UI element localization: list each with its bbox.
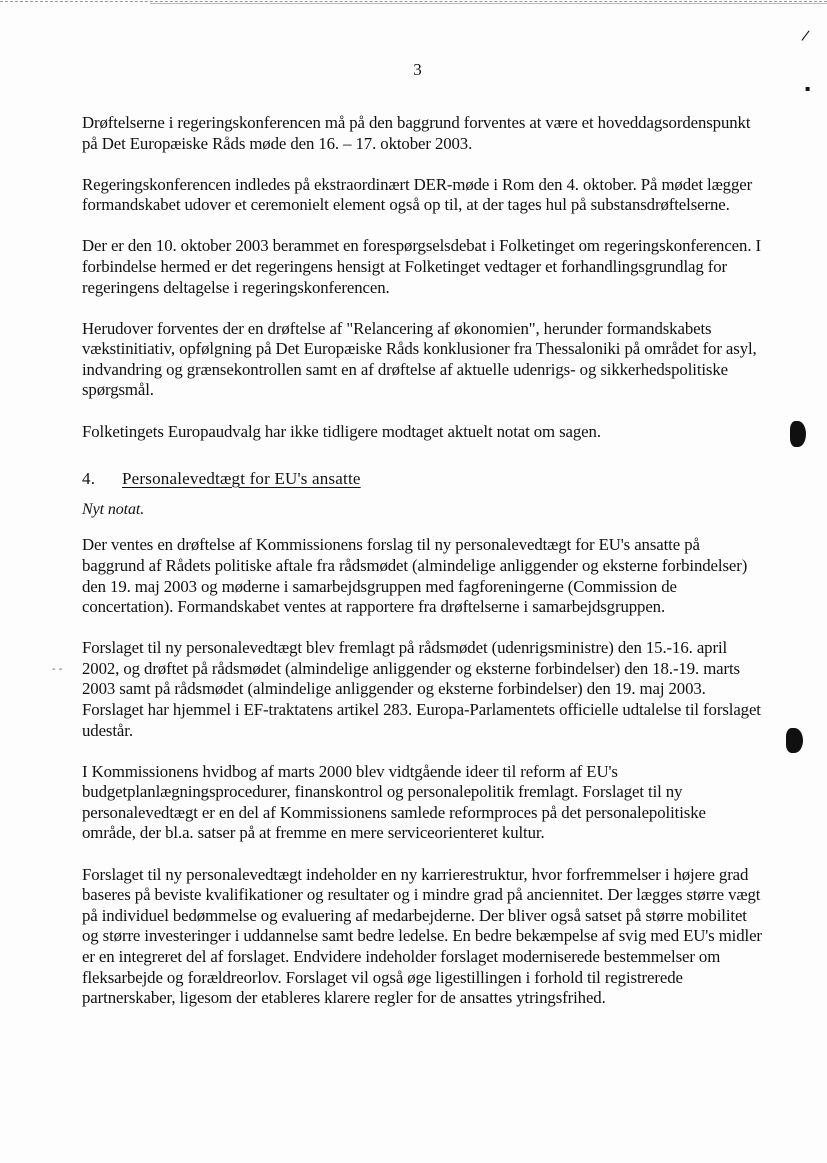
document-body — [82, 113, 762, 1029]
scan-top-rule — [150, 3, 827, 4]
section-number: 4. — [82, 469, 96, 489]
paragraph: Der er den 10. oktober 2003 berammet en forespørgselsdebat i Folketinget om regeringskonferencen. I forbindelse hermed er det regeringens hensigt at Folketinget vedtager et forhandlingsgrundlag for regeringens deltagelse i regeringskonferencen. — [82, 236, 762, 297]
section-title: Personalevedtægt for EU's ansatte — [122, 469, 361, 489]
scan-dot: ▪ — [805, 84, 811, 93]
paragraph: Drøftelserne i regeringskonferencen må på den baggrund forventes at være et hoveddagsordenspunkt på Det Europæiske Råds møde den 16. – 17. oktober 2003. — [82, 113, 751, 153]
scan-top-edge — [0, 1, 827, 2]
paragraph: Regeringskonferencen indledes på ekstraordinært DER-møde i Rom den 4. oktober. På mødet lægger formandskabet udover et ceremonielt element også op til, at der tages hul på substansdrøftelserne. — [82, 174, 753, 215]
punch-hole-lower — [786, 728, 803, 753]
paragraph: Forslaget til ny personalevedtægt indeholder en ny karrierestruktur, hvor forfremmelser i højere grad baseres på beviste kvalifikationer og resultater og i mindre grad på anciennitet. Der lægges større vægt på individuel bedømmelse og evaluering af medarbejderne. Der bliver også satset på større mobilitet og større investeringer i uddannelse samt bedre ledelse. En bedre bekæmpelse af svig med EU's midler er en integreret del af forslaget. Endvidere indeholder forslaget moderniserede bestemmelser om fleksarbejde og forældreorlov. Forslaget vil også øge ligestillingen i forhold til registrerede partnerskaber, ligesom der etableres klarere regler for de ansattes ytringsfrihed. — [82, 864, 762, 1008]
scan-mark-top: / — [800, 27, 811, 45]
page-number: 3 — [413, 60, 422, 79]
paragraph: Der ventes en drøftelse af Kommissionens forslag til ny personalevedtægt for EU's ansatte på baggrund af Rådets politiske aftale fra rådsmødet (almindelige anliggender og eksterne forbindelser) den 19. maj 2003 og møderne i samarbejdsgruppen med fagforeningerne (Commission de concertation). Formandskabet ventes at rapportere fra drøftelserne i samarbejdsgruppen. — [82, 535, 748, 617]
scan-margin-mark: - - — [52, 664, 63, 675]
paragraph: Folketingets Europaudvalg har ikke tidligere modtaget aktuelt notat om sagen. — [82, 421, 601, 441]
paragraph: I Kommissionens hvidbog af marts 2000 blev vidtgående ideer til reform af EU's budgetplanlægningsprocedurer, finanskontrol og personalepolitik fremlagt. Forslaget til ny personalevedtægt er en del af Kommissionens samlede reformproces på det personalepolitiske område, der bl.a. satser på at fremme en mere serviceorienteret kultur. — [82, 761, 706, 843]
section-heading — [82, 469, 762, 490]
paragraph: Herudover forventes der en drøftelse af "Relancering af økonomien", herunder formandskabets vækstinitiativ, opfølgning på Det Europæiske Råds konklusioner fra Thessaloniki på området for asyl, indvandring og grænsekontrollen samt en af drøftelse af aktuelle udenrigs- og sikkerhedspolitiske spørgsmål. — [82, 318, 757, 400]
punch-hole-upper — [790, 421, 806, 447]
note-tag: Nyt notat. — [82, 500, 145, 518]
paragraph: Forslaget til ny personalevedtægt blev fremlagt på rådsmødet (udenrigsministre) den 15.-16. april 2002, og drøftet på rådsmødet (almindelige anliggender og eksterne forbindelser) den 18.-19. marts 2003 samt på rådsmødet (almindelige anliggender og eksterne forbindelser) den 19. maj 2003. Forslaget har hjemmel i EF-traktatens artikel 283. Europa-Parlamentets officielle udtalelse til forslaget udestår. — [82, 638, 761, 740]
